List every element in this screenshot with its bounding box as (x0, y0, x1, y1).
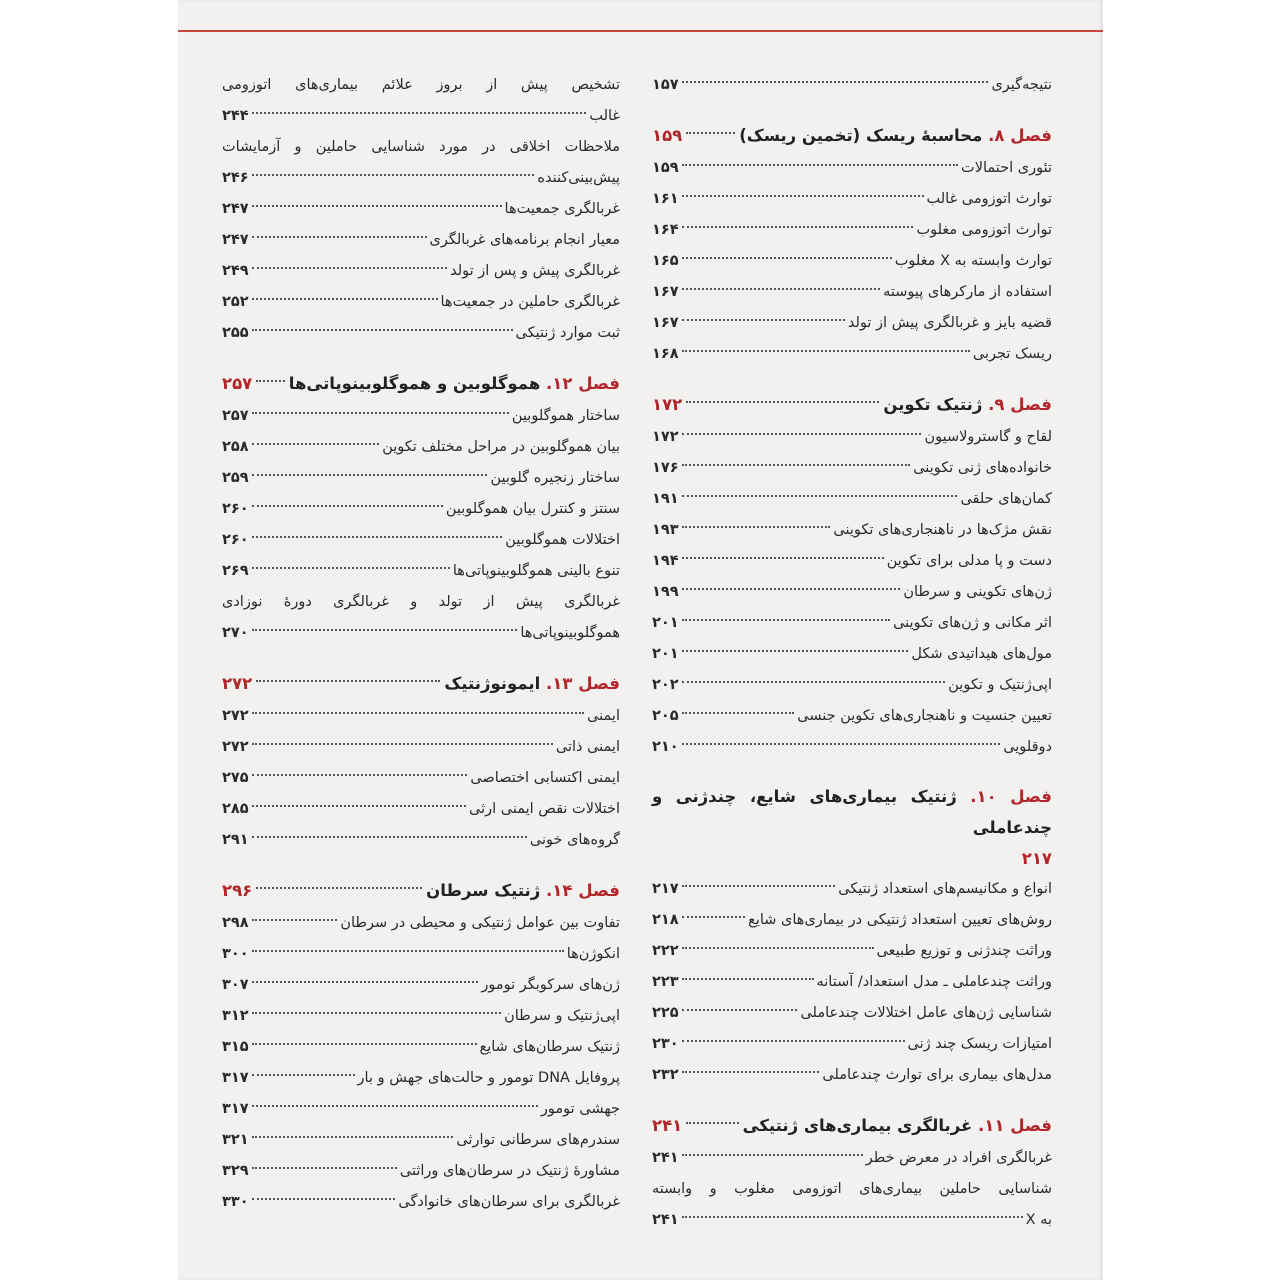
page-number: ۳۳۰ (222, 1194, 249, 1210)
chapter-heading (652, 119, 1052, 153)
chapter-title: ژنتیک تکوین (883, 395, 983, 414)
dot-leader (682, 712, 795, 714)
page-number: ۲۴۱ (652, 1150, 679, 1166)
toc-entry (652, 1143, 1052, 1174)
dot-leader (252, 174, 535, 176)
entry-title: تنوع بالینی هموگلوبینوپاتی‌ها (452, 563, 620, 579)
page-number: ۱۶۴ (652, 222, 679, 238)
dot-leader (252, 981, 479, 983)
entry-title-line: شناسایی حاملین بیماری‌های اتوزومی مغلوب و وابسته (652, 1181, 1052, 1197)
entry-title: ساختار زنجیره گلوبین (490, 470, 620, 486)
dot-leader (252, 1198, 396, 1200)
chapter-page-number: ۱۷۲ (652, 395, 683, 414)
page-number: ۲۵۷ (222, 408, 249, 424)
entry-title: شناسایی ژن‌های عامل اختلالات چندعاملی (800, 1005, 1052, 1021)
entry-title: مشاورهٔ ژنتیک در سرطان‌های وراثتی (399, 1163, 620, 1179)
entry-title: انواع و مکانیسم‌های استعداد ژنتیکی (838, 881, 1052, 897)
toc-entry (652, 215, 1052, 246)
dot-leader (252, 743, 553, 745)
toc-entry (222, 970, 620, 1001)
chapter-heading (222, 367, 620, 401)
entry-title-line: غربالگری پیش از تولد و غربالگری دورهٔ نوزادی (222, 594, 620, 610)
entry-title: تئوری احتمالات (961, 160, 1052, 176)
toc-entry (652, 701, 1052, 732)
page-number: ۲۵۸ (222, 439, 249, 455)
dot-leader (686, 401, 879, 403)
entry-title: توارث وابسته به X مغلوب (894, 253, 1052, 269)
page-number: ۲۴۷ (222, 201, 249, 217)
page-number: ۲۵۲ (222, 294, 249, 310)
toc-entry (222, 194, 620, 225)
chapter-page-number: ۱۵۹ (652, 126, 683, 145)
entry-title-continuation: پیش‌بینی‌کننده (537, 170, 620, 186)
dot-leader (682, 1040, 905, 1042)
entry-title: مول‌های هیداتیدی شکل (911, 646, 1052, 662)
dot-leader (252, 774, 468, 776)
dot-leader (252, 1105, 538, 1107)
toc-entry (652, 639, 1052, 670)
toc-entry (222, 825, 620, 856)
entry-title: نتیجه‌گیری (991, 77, 1052, 93)
toc-entry (652, 277, 1052, 308)
dot-leader (682, 947, 874, 949)
dot-leader (252, 112, 587, 114)
dot-leader (682, 619, 891, 621)
chapter-heading (222, 667, 620, 701)
dot-leader (682, 978, 814, 980)
page-number: ۲۱۰ (652, 739, 679, 755)
page-number: ۲۴۴ (222, 108, 249, 124)
entry-title: اختلالات هموگلوبین (505, 532, 620, 548)
dot-leader (252, 505, 443, 507)
entry-title: کمان‌های حلقی (960, 491, 1052, 507)
page-number: ۳۱۲ (222, 1008, 249, 1024)
toc-entry (652, 546, 1052, 577)
entry-title: ژن‌های سرکوبگر تومور (481, 977, 620, 993)
toc-entry (652, 1029, 1052, 1060)
toc-entry (222, 763, 620, 794)
toc-entry (222, 494, 620, 525)
page-number: ۱۹۴ (652, 553, 679, 569)
dot-leader (252, 205, 502, 207)
page-number: ۲۴۹ (222, 263, 249, 279)
page-number: ۲۵۹ (222, 470, 249, 486)
toc-entry (652, 484, 1052, 515)
entry-title: غربالگری پیش و پس از تولد (450, 263, 620, 279)
entry-title: قضیه بایز و غربالگری پیش از تولد (847, 315, 1052, 331)
chapter-heading (222, 874, 620, 908)
page-number: ۲۹۱ (222, 832, 249, 848)
chapter-heading (652, 388, 1052, 422)
page-number: ۲۴۶ (222, 170, 249, 186)
dot-leader (686, 132, 735, 134)
toc-entry (222, 1187, 620, 1218)
chapter-number: فصل ۸. (988, 126, 1052, 145)
toc-entry (652, 308, 1052, 339)
entry-title: اپی‌ژنتیک و تکوین (948, 677, 1052, 693)
dot-leader (252, 629, 518, 631)
dot-leader (256, 380, 285, 382)
toc-entry (222, 732, 620, 763)
toc-entry (652, 246, 1052, 277)
entry-title-line: ملاحظات اخلاقی در مورد شناسایی حاملین و آزمایشات (222, 139, 620, 155)
chapter-heading (652, 1109, 1052, 1143)
chapter-title-continuation: چندعاملی (972, 818, 1052, 837)
toc-entry (222, 101, 620, 132)
page-number: ۲۰۱ (652, 615, 679, 631)
page-number: ۲۷۰ (222, 625, 249, 641)
page-number: ۲۷۵ (222, 770, 249, 786)
page-number: ۲۶۰ (222, 532, 249, 548)
toc-entry (222, 1032, 620, 1063)
page-number: ۳۰۷ (222, 977, 249, 993)
dot-leader (682, 743, 1001, 745)
dot-leader (252, 712, 585, 714)
page-number: ۲۹۸ (222, 915, 249, 931)
chapter-number: فصل ۱۱. (978, 1116, 1052, 1135)
entry-title-continuation: به X (1025, 1212, 1052, 1228)
dot-leader (252, 805, 466, 807)
toc-column-left (222, 70, 620, 1218)
page-number: ۳۲۱ (222, 1132, 249, 1148)
page-number: ۲۲۵ (652, 1005, 679, 1021)
chapter-page-number: ۲۱۷ (1021, 849, 1052, 868)
dot-leader (252, 919, 338, 921)
toc-entry (652, 1205, 1052, 1236)
entry-title: انکوژن‌ها (566, 946, 620, 962)
toc-entry (652, 608, 1052, 639)
chapter-page-number: ۲۷۲ (222, 674, 253, 693)
entry-title: غربالگری افراد در معرض خطر (865, 1150, 1052, 1166)
dot-leader (252, 236, 427, 238)
page-number: ۱۶۷ (652, 284, 679, 300)
dot-leader (252, 412, 509, 414)
toc-entry (222, 225, 620, 256)
page-number: ۲۴۷ (222, 232, 249, 248)
entry-title: ایمنی ذاتی (555, 739, 620, 755)
entry-title: ثبت موارد ژنتیکی (515, 325, 620, 341)
page-number: ۲۷۲ (222, 708, 249, 724)
page-number: ۱۶۵ (652, 253, 679, 269)
entry-title: خانواده‌های ژنی تکوینی (913, 460, 1052, 476)
entry-title: اثر مکانی و ژن‌های تکوینی (893, 615, 1052, 631)
entry-title: جهشی تومور (540, 1101, 620, 1117)
page-number: ۱۶۸ (652, 346, 679, 362)
dot-leader (252, 1167, 397, 1169)
page-number: ۲۱۷ (652, 881, 679, 897)
page-number: ۱۶۷ (652, 315, 679, 331)
toc-entry (222, 556, 620, 587)
page-number: ۳۰۰ (222, 946, 249, 962)
dot-leader (682, 916, 746, 918)
entry-title: تفاوت بین عوامل ژنتیکی و محیطی در سرطان (340, 915, 620, 931)
toc-entry (652, 998, 1052, 1029)
page-number: ۱۹۱ (652, 491, 679, 507)
toc-entry (652, 1060, 1052, 1091)
entry-title-continuation: غالب (589, 108, 620, 124)
page-number: ۲۲۲ (652, 943, 679, 959)
dot-leader (252, 1136, 454, 1138)
toc-entry (222, 908, 620, 939)
page-number: ۲۳۰ (652, 1036, 679, 1052)
page-number: ۱۶۱ (652, 191, 679, 207)
toc-entry (222, 525, 620, 556)
dot-leader (682, 195, 924, 197)
entry-title: توارث اتوزومی مغلوب (916, 222, 1052, 238)
entry-title: استفاده از مارکرهای پیوسته (883, 284, 1052, 300)
chapter-number: فصل ۱۴. (546, 881, 620, 900)
dot-leader (252, 329, 513, 331)
toc-entry (222, 1094, 620, 1125)
dot-leader (252, 1043, 477, 1045)
chapter-title: محاسبهٔ ریسک (تخمین ریسک) (739, 126, 983, 145)
dot-leader (252, 950, 564, 952)
page-number: ۲۲۳ (652, 974, 679, 990)
entry-title: دوقلویی (1003, 739, 1052, 755)
dot-leader (252, 443, 380, 445)
dot-leader (682, 288, 881, 290)
dot-leader (682, 1216, 1023, 1218)
page-number: ۲۰۵ (652, 708, 679, 724)
chapter-title: ایمونوژنتیک (444, 674, 541, 693)
entry-title-line: تشخیص پیش از بروز علائم بیماری‌های اتوزومی (222, 77, 620, 93)
toc-entry (222, 1156, 620, 1187)
toc-entry (222, 256, 620, 287)
page-number: ۲۶۹ (222, 563, 249, 579)
dot-leader (252, 1012, 502, 1014)
chapter-title: ژنتیک بیماری‌های شایع، چندژنی و (652, 787, 957, 806)
dot-leader (252, 536, 503, 538)
entry-title: ایمنی اکتسابی اختصاصی (470, 770, 620, 786)
page-number: ۱۵۷ (652, 77, 679, 93)
toc-entry (222, 401, 620, 432)
toc-entry (222, 163, 620, 194)
dot-leader (682, 464, 911, 466)
toc-entry (222, 1125, 620, 1156)
entry-title: لقاح و گاسترولاسیون (924, 429, 1052, 445)
chapter-heading (652, 781, 1052, 812)
page-number: ۲۵۵ (222, 325, 249, 341)
toc-entry (652, 874, 1052, 905)
chapter-number: فصل ۱۳. (546, 674, 620, 693)
toc-entry (652, 70, 1052, 101)
chapter-title: ژنتیک سرطان (426, 881, 541, 900)
page-number: ۲۴۱ (652, 1212, 679, 1228)
toc-entry (222, 432, 620, 463)
dot-leader (252, 267, 448, 269)
entry-title: دست و پا مدلی برای تکوین (886, 553, 1052, 569)
toc-entry (222, 701, 620, 732)
toc-entry (652, 577, 1052, 608)
dot-leader (682, 588, 901, 590)
dot-leader (256, 887, 422, 889)
page-number: ۲۰۲ (652, 677, 679, 693)
entry-title: نقش مژک‌ها در ناهنجاری‌های تکوینی (833, 522, 1052, 538)
chapter-number: فصل ۱۲. (546, 374, 620, 393)
dot-leader (682, 319, 845, 321)
page-number: ۳۱۷ (222, 1070, 249, 1086)
page-number: ۱۵۹ (652, 160, 679, 176)
dot-leader (682, 226, 914, 228)
page-number: ۳۱۵ (222, 1039, 249, 1055)
toc-entry (222, 939, 620, 970)
page-number: ۲۱۸ (652, 912, 679, 928)
entry-title: ایمنی (587, 708, 620, 724)
page-number: ۲۶۰ (222, 501, 249, 517)
chapter-page-row (652, 843, 1052, 874)
page-number: ۲۷۲ (222, 739, 249, 755)
page-number: ۱۷۶ (652, 460, 679, 476)
entry-title-continuation: هموگلوبینوپاتی‌ها (520, 625, 620, 641)
entry-title: ریسک تجربی (972, 346, 1052, 362)
toc-column-right (652, 70, 1052, 1236)
entry-title: گروه‌های خونی (529, 832, 620, 848)
dot-leader (682, 495, 958, 497)
entry-title: تعیین جنسیت و ناهنجاری‌های تکوین جنسی (797, 708, 1052, 724)
toc-entry (222, 1063, 620, 1094)
toc-entry (222, 287, 620, 318)
toc-entry (652, 153, 1052, 184)
toc-entry (652, 936, 1052, 967)
toc-entry (652, 732, 1052, 763)
entry-title: توارث اتوزومی غالب (926, 191, 1052, 207)
entry-title: معیار انجام برنامه‌های غربالگری (429, 232, 620, 248)
toc-entry (652, 422, 1052, 453)
header-rule (178, 30, 1103, 32)
dot-leader (682, 557, 884, 559)
page-number: ۳۲۹ (222, 1163, 249, 1179)
page-number: ۱۹۳ (652, 522, 679, 538)
chapter-number: فصل ۹. (988, 395, 1052, 414)
dot-leader (682, 257, 892, 259)
toc-entry (652, 967, 1052, 998)
page-number: ۳۱۷ (222, 1101, 249, 1117)
dot-leader (252, 298, 438, 300)
dot-leader (252, 836, 527, 838)
dot-leader (252, 1074, 355, 1076)
toc-entry (222, 318, 620, 349)
entry-title: ساختار هموگلوبین (511, 408, 620, 424)
toc-entry (222, 463, 620, 494)
entry-title: اختلالات نقص ایمنی ارثی (469, 801, 620, 817)
chapter-title: هموگلوبین و هموگلوبینوپاتی‌ها (288, 374, 541, 393)
entry-title: روش‌های تعیین استعداد ژنتیکی در بیماری‌های شایع (748, 912, 1052, 928)
toc-entry (222, 794, 620, 825)
entry-title: غربالگری حاملین در جمعیت‌ها (440, 294, 620, 310)
dot-leader (682, 350, 970, 352)
chapter-title: غربالگری بیماری‌های ژنتیکی (742, 1116, 973, 1135)
page-number: ۲۸۵ (222, 801, 249, 817)
page-number: ۲۰۱ (652, 646, 679, 662)
entry-title: ژن‌های تکوینی و سرطان (903, 584, 1052, 600)
toc-entry (652, 453, 1052, 484)
dot-leader (682, 526, 831, 528)
toc-entry (652, 339, 1052, 370)
entry-title: اپی‌ژنتیک و سرطان (504, 1008, 620, 1024)
entry-title: وراثت چندژنی و توزیع طبیعی (876, 943, 1052, 959)
dot-leader (682, 164, 958, 166)
toc-entry (652, 670, 1052, 701)
page-number: ۲۳۲ (652, 1067, 679, 1083)
chapter-page-number: ۲۴۱ (652, 1116, 683, 1135)
chapter-page-number: ۲۹۶ (222, 881, 253, 900)
toc-entry (652, 184, 1052, 215)
chapter-heading-continuation (652, 812, 1052, 843)
toc-entry (652, 905, 1052, 936)
page-number: ۱۹۹ (652, 584, 679, 600)
dot-leader (686, 1122, 738, 1124)
dot-leader (252, 567, 450, 569)
dot-leader (682, 81, 989, 83)
entry-title: امتیازات ریسک چند ژنی (907, 1036, 1052, 1052)
entry-title: غربالگری جمعیت‌ها (504, 201, 620, 217)
dot-leader (682, 650, 909, 652)
chapter-page-number: ۲۵۷ (222, 374, 253, 393)
toc-entry (222, 618, 620, 649)
dot-leader (256, 680, 440, 682)
entry-title: مدل‌های بیماری برای توارث چندعاملی (822, 1067, 1052, 1083)
toc-entry (652, 515, 1052, 546)
dot-leader (682, 885, 836, 887)
dot-leader (252, 474, 488, 476)
dot-leader (682, 681, 946, 683)
dot-leader (682, 1009, 798, 1011)
entry-title: سندرم‌های سرطانی توارثی (456, 1132, 620, 1148)
entry-title: سنتز و کنترل بیان هموگلوبین (445, 501, 620, 517)
entry-title: ژنتیک سرطان‌های شایع (479, 1039, 620, 1055)
entry-title: بیان هموگلوبین در مراحل مختلف تکوین (382, 439, 620, 455)
page-number: ۱۷۲ (652, 429, 679, 445)
entry-title: پروفایل DNA تومور و حالت‌های جهش و بار (357, 1070, 620, 1086)
chapter-number: فصل ۱۰. (970, 787, 1052, 806)
dot-leader (682, 1071, 820, 1073)
entry-title: غربالگری برای سرطان‌های خانوادگی (398, 1194, 620, 1210)
entry-title: وراثت چندعاملی ـ مدل استعداد/ آستانه (816, 974, 1052, 990)
dot-leader (682, 1154, 863, 1156)
toc-entry (222, 1001, 620, 1032)
dot-leader (682, 433, 922, 435)
